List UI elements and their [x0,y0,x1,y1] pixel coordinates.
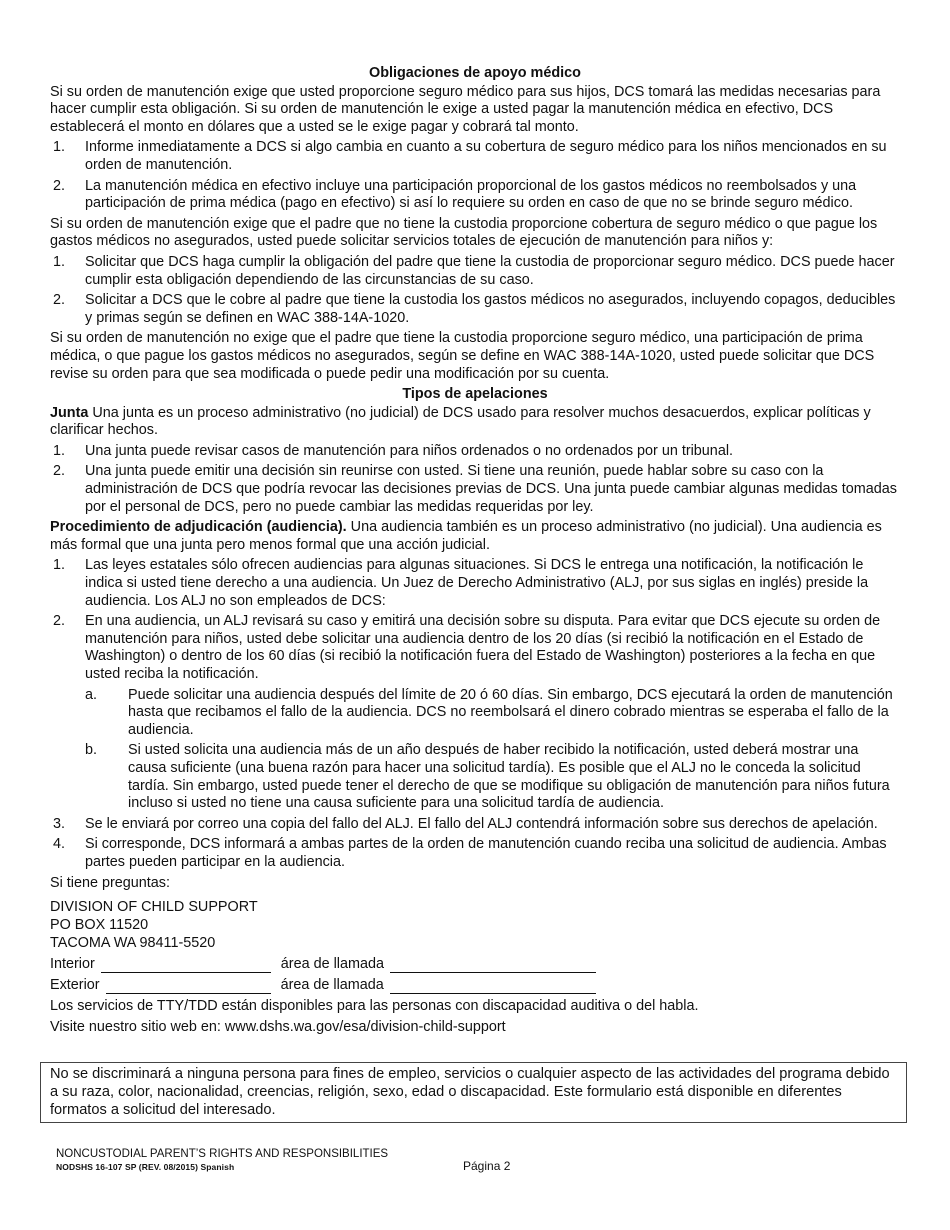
outside-phone-row [50,973,900,994]
list-item: 1. Informe inmediatamente a DCS si algo cambia en cuanto a su cobertura de seguro médico para los niños mencionados en su orden de manutención. [53,139,887,173]
list-item: 2. Una junta puede emitir una decisión sin reunirse con usted. Si tiene una reunión, puede hablar sobre su caso con la administración de DCS que podría revocar las decisiones previas de DCS. Una junta puede cambiar algunas medidas tomadas por el personal de DCS, pero no puede cambiar las medidas requeridas por ley. [53,463,897,515]
outside-area-label: área de llamada [280,976,384,993]
outside-label: Exterior [50,976,100,993]
contact-section [50,875,900,1037]
outside-phone-field[interactable] [106,978,271,994]
form-title: NONCUSTODIAL PARENT’S RIGHTS AND RESPONSIBILITIES [56,1148,389,1160]
medical-enforcement-list [50,254,900,327]
page-number: Página 2 [463,1159,511,1173]
list-item: 1. Una junta puede revisar casos de manutención para niños ordenados o no ordenados por un tribunal. [53,442,734,459]
nondiscrimination-notice: No se discriminará a ninguna persona para fines de empleo, servicios o cualquier aspecto de las actividades del programa debido a su raza, color, nacionalidad, creencias, religión, sexo, edad o discapacidad. Este formulario está disponible en diferentes formatos a solicitud del interesado. [40,1062,907,1123]
list-item: 1. Las leyes estatales sólo ofrecen audiencias para algunas situaciones. Si DCS le entrega una notificación, la notificación le indica si usted tiene derecho a una audiencia. Un Juez de Derecho Administrativo (ALJ, por sus siglas en inglés) preside la audiencia. Los ALJ no son empleados de DCS: [53,557,869,609]
junta-list [50,443,900,516]
list-item: 2. Solicitar a DCS que le cobre al padre que tiene la custodia los gastos médicos no asegurados, incluyendo copagos, deducibles y primas según se definen en WAC 388-14A-1020. [53,292,896,326]
footer [56,1148,388,1174]
tty-notice: Los servicios de TTY/TDD están disponibles para las personas con discapacidad auditiva o del habla. [50,998,699,1015]
address-line: TACOMA WA 98411-5520 [50,935,216,952]
junta-paragraph: Junta Una junta es un proceso administrativo (no judicial) de DCS usado para resolver muchos desacuerdos, explicar políticas y clarificar hechos. [50,404,871,439]
mailing-address [50,898,900,952]
page-content [50,62,900,1039]
medical-modification-paragraph: Si su orden de manutención no exige que el padre que tiene la custodia proporcione seguro médico, una participación de prima médica, o que pague los gastos médicos no asegurados, según se define en WAC 388-14A-1020, usted puede solicitar que DCS revise su orden para que sea modificada o puede pedir una modificación por su cuenta. [50,330,875,382]
contact-intro: Si tiene preguntas: [50,874,171,891]
inside-phone-row [50,952,900,973]
inside-area-field[interactable] [390,957,596,973]
list-item: a. Puede solicitar una audiencia después del límite de 20 ó 60 días. Sin embargo, DCS ejecutará la orden de manutención hasta que recibamos el fallo de la audiencia. DCS no reembolsará el dinero cobrado mientras se esperaba el fallo de la audiencia. [85,686,893,738]
form-code: NODSHS 16-107 SP (REV. 08/2015) Spanish [56,1162,235,1172]
medical-intro-paragraph: Si su orden de manutención exige que usted proporcione seguro médico para sus hijos, DCS tomará las medidas necesarias para hacer cumplir esta obligación. Si su orden de manutención le exige a usted pagar la manutención médica en efectivo, DCS establecerá el monto en dólares que a usted se le exige pagar y cobrará tal monto. [50,83,881,135]
list-item: 3. Se le enviará por correo una copia del fallo del ALJ. El fallo del ALJ contendrá información sobre sus derechos de apelación. [53,815,878,832]
address-line: DIVISION OF CHILD SUPPORT [50,899,258,916]
hearing-term: Procedimiento de adjudicación (audiencia). [50,519,347,536]
junta-term: Junta [50,404,89,421]
medical-custodial-paragraph: Si su orden de manutención exige que el padre que no tiene la custodia proporcione cobertura de seguro médico o que pague los gastos médicos no asegurados, usted puede solicitar servicios totales de ejecución de manutención para niños y: [50,215,878,250]
hearing-paragraph: Procedimiento de adjudicación (audiencia). Una audiencia también es un proceso administrativo (no judicial). Una audiencia es más formal que una junta pero menos formal que una acción judicial. [50,519,882,553]
list-item: 1. Solicitar que DCS haga cumplir la obligación del padre que tiene la custodia de proporcionar seguro médico. DCS puede hacer cumplir esta obligación dependiendo de las circunstancias de su caso. [53,253,895,288]
inside-phone-field[interactable] [101,957,271,973]
address-line: PO BOX 11520 [50,917,149,934]
list-item: 2. La manutención médica en efectivo incluye una participación proporcional de los gastos médicos no reembolsados y una participación de prima médica (pago en efectivo) si así lo requiere su orden en caso de que no se brinde seguro médico. [53,177,857,212]
list-item: b. Si usted solicita una audiencia más de un año después de haber recibido la notificación, usted deberá mostrar una causa suficiente (una buena razón para hacer una solicitud tardía). Es posible que el ALJ no le conceda la solicitud tardía. Sin embargo, usted puede tener el derecho de que se modifique su obligación de manutención para niños futura incluso si usted no tiene una causa suficiente para una solicitud tardía de audiencia. [85,742,890,812]
inside-area-label: área de llamada [280,955,384,972]
medical-support-heading: Obligaciones de apoyo médico [369,65,581,81]
appeals-heading: Tipos de apelaciones [402,386,548,403]
medical-obligations-list [50,139,900,212]
website-line: Visite nuestro sitio web en: www.dshs.wa.gov/esa/division-child-support [50,1018,506,1035]
hearing-list [50,557,900,871]
outside-area-field[interactable] [390,978,596,994]
list-item: 4. Si corresponde, DCS informará a ambas partes de la orden de manutención cuando reciba una solicitud de audiencia. Ambas partes pueden participar en la audiencia. [53,836,887,870]
inside-label: Interior [50,955,95,972]
hearing-sublist [85,687,900,813]
list-item: 2. En una audiencia, un ALJ revisará su caso y emitirá una decisión sobre su disputa. Para evitar que DCS ejecute su orden de manutención para niños, usted debe solicitar una audiencia dentro de los 20 días (si recibió la notificación en el Estado de Washington) o dentro de los 60 días (si recibió la notificación fuera del Estado de Washington) posteriores a la fecha en que usted reciba la notificación. a. Puede solicitar una audiencia después del límite de 20 ó 60 días. Sin embargo, DCS ejecutará la orden de manutención hasta que recibamos el fallo de la audiencia. DCS no reembolsará el dinero cobrado mientras se esperaba el fallo de la audiencia. b. Si usted solicita una audiencia más de un año después de haber recibido la notificación, usted deberá mostrar una causa suficiente (una buena razón para hacer una solicitud tardía). Es posible que el ALJ no le conceda la solicitud tardía. Sin embargo, usted puede tener el derecho de que se modifique su obligación de manutención para niños futura incluso si usted no tiene una causa suficiente para una solicitud tardía de audiencia. [50,613,900,813]
